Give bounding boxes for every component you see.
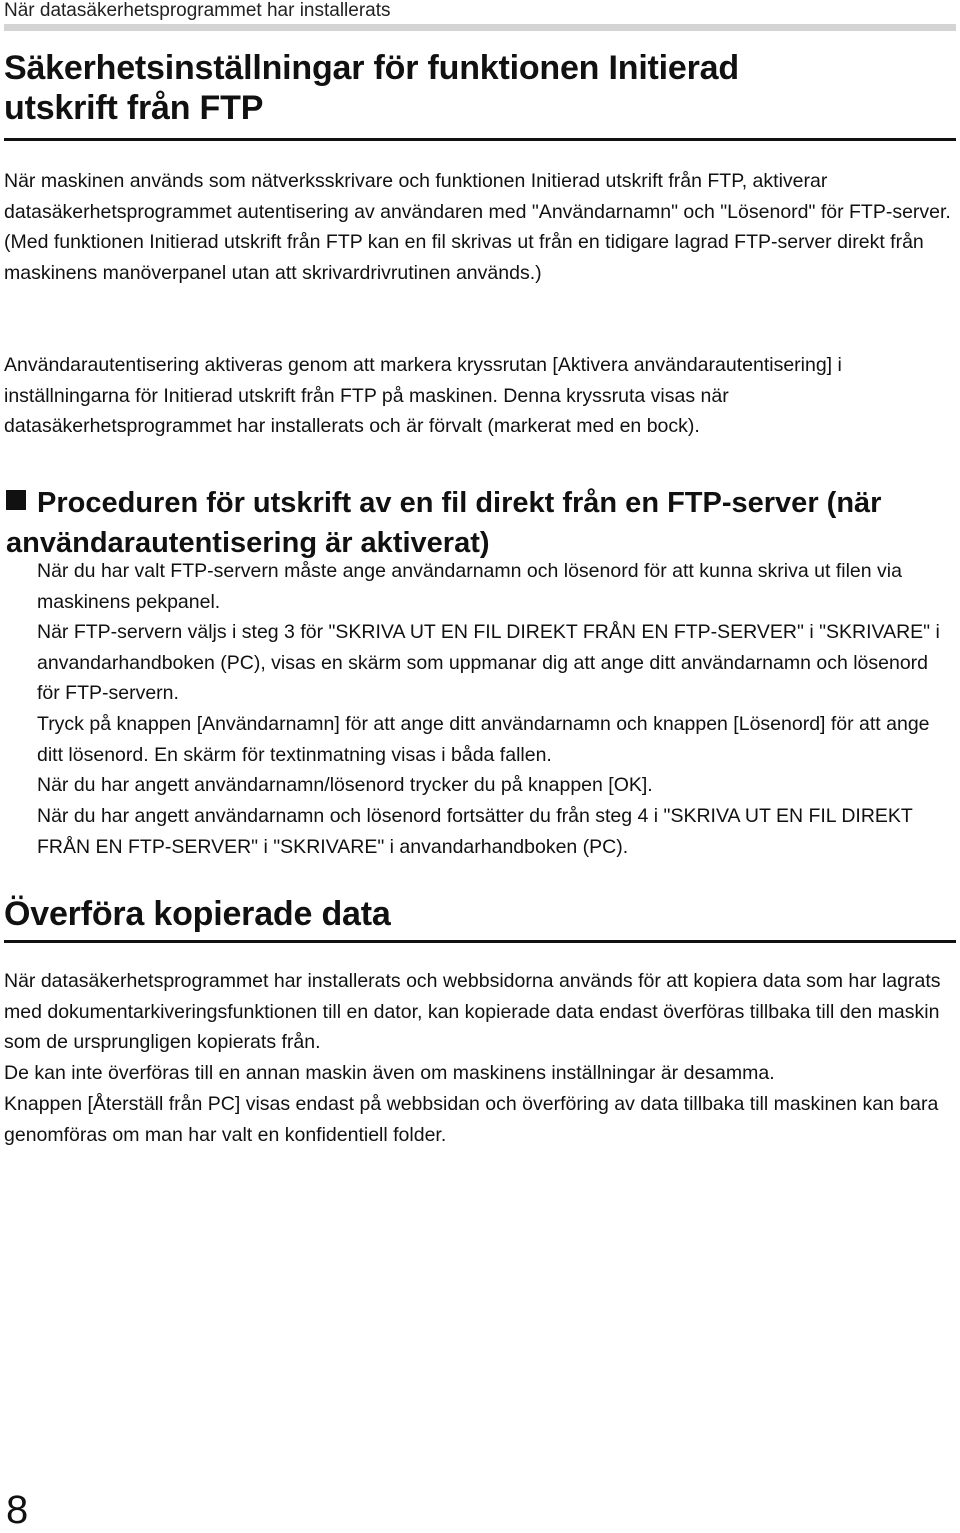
square-bullet-icon xyxy=(6,490,26,510)
section-title-ftp-security xyxy=(4,48,739,128)
procedure-paragraph: När FTP-servern väljs i steg 3 för "SKRIVA UT EN FIL DIREKT FRÅN EN FTP-SERVER" i "SKRIVARE" i anvandarhandboken (PC), visas en skärm som uppmanar dig att ange ditt användarnamn och lösenord för FTP-servern. xyxy=(37,621,940,704)
intro-paragraph: När maskinen används som nätverksskrivare och funktionen Initierad utskrift från FTP, aktiverar datasäkerhetsprogrammet autentisering av användaren med "Användarnamn" och "Lösenord" för FTP-server. (Med funktionen Initierad utskrift från FTP kan en fil skrivas ut från en tidigare lagrad FTP-server direkt från maskinens manöverpanel utan att skrivardrivrutinen används.) xyxy=(4,170,951,284)
procedure-paragraph: När du har angett användarnamn/lösenord trycker du på knappen [OK]. xyxy=(37,774,653,796)
copied-data-paragraph: De kan inte överföras till en annan maskin även om maskinens inställningar är desamma. xyxy=(4,1062,775,1084)
procedure-heading xyxy=(6,483,936,563)
running-header: När datasäkerhetsprogrammet har installerats xyxy=(4,0,391,21)
procedure-paragraph: När du har angett användarnamn och lösenord fortsätter du från steg 4 i "SKRIVA UT EN FIL DIREKT FRÅN EN FTP-SERVER" i "SKRIVARE" i anvandarhandboken (PC). xyxy=(37,805,913,858)
section-title-rule xyxy=(4,138,956,141)
procedure-heading-text: Proceduren för utskrift av en fil direkt från en FTP-server (när användarautentisering är aktiverat) xyxy=(6,487,882,559)
section-title-line-1: Säkerhetsinställningar för funktionen Initierad xyxy=(4,49,739,87)
user-auth-paragraph: Användarautentisering aktiveras genom att markera kryssrutan [Aktivera användarautentisering] i inställningarna för Initierad utskrift från FTP på maskinen. Denna kryssruta visas när datasäkerhetsprogrammet har installerats och är förvalt (markerat med en bock). xyxy=(4,354,842,437)
section-title-line-2: utskrift från FTP xyxy=(4,89,264,127)
page-number: 8 xyxy=(6,1488,29,1532)
copied-data-paragraph: Knappen [Återställ från PC] visas endast på webbsidan och överföring av data tillbaka till maskinen kan bara genomföras om man har valt en konfidentiell folder. xyxy=(4,1093,939,1146)
section-title-rule xyxy=(4,940,956,943)
section-title-copied-data: Överföra kopierade data xyxy=(4,895,391,933)
header-rule xyxy=(4,24,956,31)
procedure-paragraph: När du har valt FTP-servern måste ange användarnamn och lösenord för att kunna skriva ut filen via maskinens pekpanel. xyxy=(37,560,902,613)
procedure-paragraph: Tryck på knappen [Användarnamn] för att ange ditt användarnamn och knappen [Lösenord] för att ange ditt lösenord. En skärm för textinmatning visas i båda fallen. xyxy=(37,713,930,766)
copied-data-paragraph: När datasäkerhetsprogrammet har installerats och webbsidorna används för att kopiera data som har lagrats med dokumentarkiveringsfunktionen till en dator, kan kopierade data endast överföras tillbaka till den maskin som de ursprungligen kopierats från. xyxy=(4,970,941,1053)
